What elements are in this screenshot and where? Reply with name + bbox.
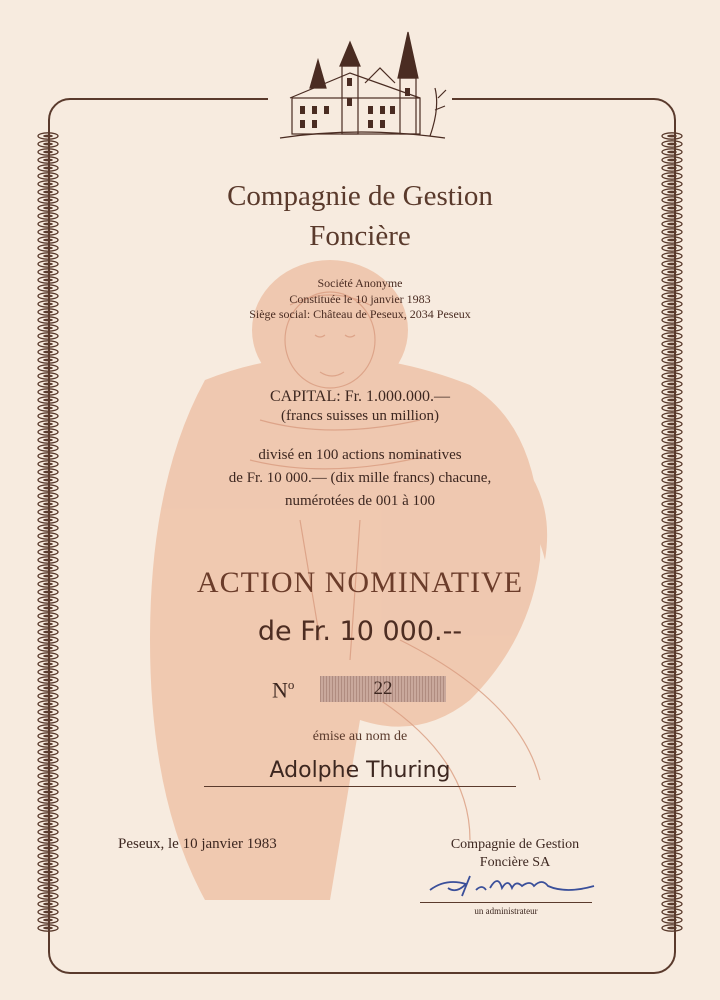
company-type: Société Anonyme <box>317 276 403 290</box>
share-number: 22 <box>320 676 446 702</box>
handwritten-signature-image <box>426 866 598 902</box>
registered-seat: Siège social: Château de Peseux, 2034 Peseux <box>249 307 471 321</box>
share-title: ACTION NOMINATIVE <box>196 566 524 599</box>
signature-line <box>420 902 592 903</box>
issued-to-label: émise au nom de <box>312 729 408 744</box>
share-split-line2: de Fr. 10 000.— (dix mille francs) chacune, <box>228 470 492 486</box>
share-value: de Fr. 10 000.-- <box>257 616 463 647</box>
share-split-line1: divisé en 100 actions nominatives <box>258 447 462 463</box>
signer-role: un administrateur <box>474 906 538 916</box>
castle-vignette-image <box>270 28 450 146</box>
company-name-line2: Foncière <box>309 220 411 252</box>
signing-company-line1: Compagnie de Gestion <box>450 837 580 852</box>
capital-amount: CAPITAL: Fr. 1.000.000.— <box>269 388 451 405</box>
share-split-line3: numérotées de 001 à 100 <box>285 493 435 509</box>
signing-company-line2: Foncière SA <box>479 855 551 870</box>
holder-name: Adolphe Thuring <box>269 758 451 783</box>
capital-words: (francs suisses un million) <box>281 408 439 424</box>
number-label: $N^o$ <box>272 677 295 703</box>
place-and-date: Peseux, le 10 janvier 1983 <box>118 836 277 852</box>
founding-date: Constituée le 10 janvier 1983 <box>289 292 431 306</box>
holder-name-line <box>204 786 516 787</box>
company-name-line1: Compagnie de Gestion <box>227 180 493 212</box>
